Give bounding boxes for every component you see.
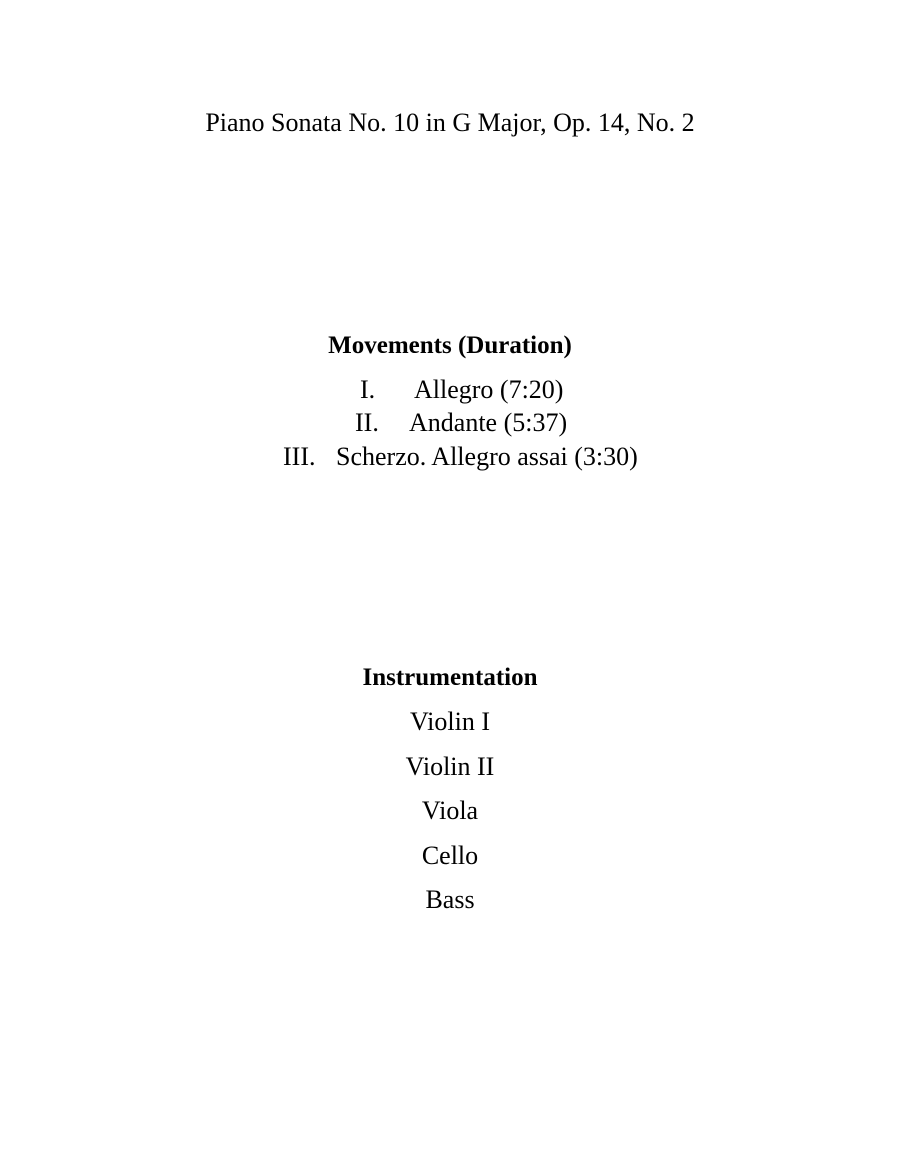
instrument-item: Violin I (409, 707, 491, 736)
movement-name: Andante (5:37) (409, 408, 568, 437)
instrument-item: Cello (421, 840, 479, 870)
instrument-item: Violin II (405, 751, 495, 781)
movements-heading: Movements (Duration) (328, 332, 572, 359)
movement-name: Allegro (7:20) (414, 375, 564, 404)
instrument-item: Bass (425, 885, 475, 914)
instrumentation-list (0, 705, 900, 928)
page-title: Piano Sonata No. 10 in G Major, Op. 14, No. 2 (205, 108, 695, 137)
movement-number: III. (283, 442, 316, 471)
movement-number: II. (355, 408, 379, 437)
instrument-item: Viola (421, 796, 479, 825)
movement-row (0, 406, 900, 440)
movement-name: Scherzo. Allegro assai (3:30) (336, 442, 638, 471)
movement-row (0, 440, 900, 474)
movement-number: I. (360, 375, 376, 404)
movement-row (0, 373, 900, 407)
instrumentation-heading: Instrumentation (362, 664, 538, 691)
